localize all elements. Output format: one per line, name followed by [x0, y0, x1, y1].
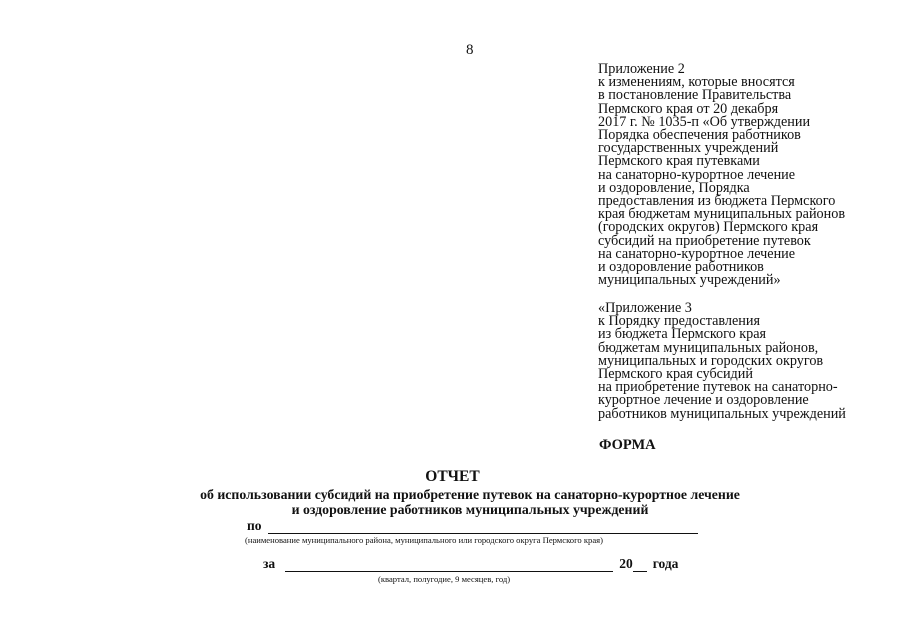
appendix-2-line: к изменениям, которые вносятся — [598, 74, 795, 91]
appendix-2-line: на санаторно-курортное лечение — [598, 245, 796, 262]
appendix-2-line: Порядка обеспечения работников — [598, 127, 801, 144]
municipality-hint: (наименование муниципального района, муниципального или городского округа Пермского края) — [245, 535, 603, 545]
municipality-field-row — [247, 518, 698, 534]
period-field-row — [263, 556, 678, 572]
appendix-2-line: края бюджетам муниципальных районов — [598, 206, 846, 223]
appendix-3-line: муниципальных и городских округов — [598, 352, 824, 369]
year-blank-line[interactable] — [633, 557, 647, 572]
appendix-2-line: Приложение 2 — [598, 61, 685, 77]
appendix-2-line: Пермского края от 20 декабря — [598, 100, 779, 117]
page-number: 8 — [466, 42, 474, 58]
appendix-2-line: и оздоровление, Порядка — [598, 179, 750, 196]
appendix-3-line: бюджетам муниципальных районов, — [598, 339, 819, 356]
appendix-2-line: на санаторно-курортное лечение — [598, 166, 796, 183]
appendix-3-block — [598, 302, 846, 421]
appendix-2-block — [598, 63, 845, 287]
report-subtitle — [150, 487, 790, 517]
appendix-3-line: на приобретение путевок на санаторно- — [598, 379, 838, 396]
report-title: ОТЧЕТ — [425, 468, 480, 485]
year-prefix: 20 — [619, 556, 633, 571]
appendix-2-line: государственных учреждений — [598, 140, 779, 157]
appendix-3-line: из бюджета Пермского края — [598, 326, 767, 343]
appendix-3-line: Пермского края субсидий — [598, 366, 753, 383]
report-subtitle-line-2: и оздоровление работников муниципальных учреждений — [291, 502, 649, 517]
appendix-3-line: к Порядку предоставления — [598, 313, 760, 330]
appendix-2-line: (городских округов) Пермского края — [598, 219, 819, 236]
form-label: ФОРМА — [599, 437, 656, 453]
appendix-3-line: курортное лечение и оздоровление — [598, 392, 809, 409]
period-hint: (квартал, полугодие, 9 месяцев, год) — [378, 574, 511, 584]
appendix-2-line: предоставления из бюджета Пермского — [598, 193, 836, 210]
appendix-2-line: и оздоровление работников — [598, 259, 764, 276]
appendix-2-line: 2017 г. № 1035-п «Об утверждении — [598, 113, 811, 130]
appendix-2-line: муниципальных учреждений» — [598, 272, 781, 289]
period-blank-line[interactable] — [285, 557, 613, 572]
appendix-3-line: работников муниципальных учреждений — [598, 405, 846, 422]
municipality-blank-line[interactable] — [268, 519, 698, 534]
report-subtitle-line-1: об использовании субсидий на приобретение путевок на санаторно-курортное лечение — [200, 487, 740, 502]
appendix-2-line: в постановление Правительства — [598, 87, 792, 104]
appendix-2-line: Пермского края путевками — [598, 153, 760, 170]
for-label: за — [263, 556, 276, 571]
appendix-2-line: субсидий на приобретение путевок — [598, 232, 811, 249]
appendix-3-line: «Приложение 3 — [598, 300, 692, 316]
year-word: года — [652, 556, 679, 571]
by-label: по — [247, 518, 262, 533]
